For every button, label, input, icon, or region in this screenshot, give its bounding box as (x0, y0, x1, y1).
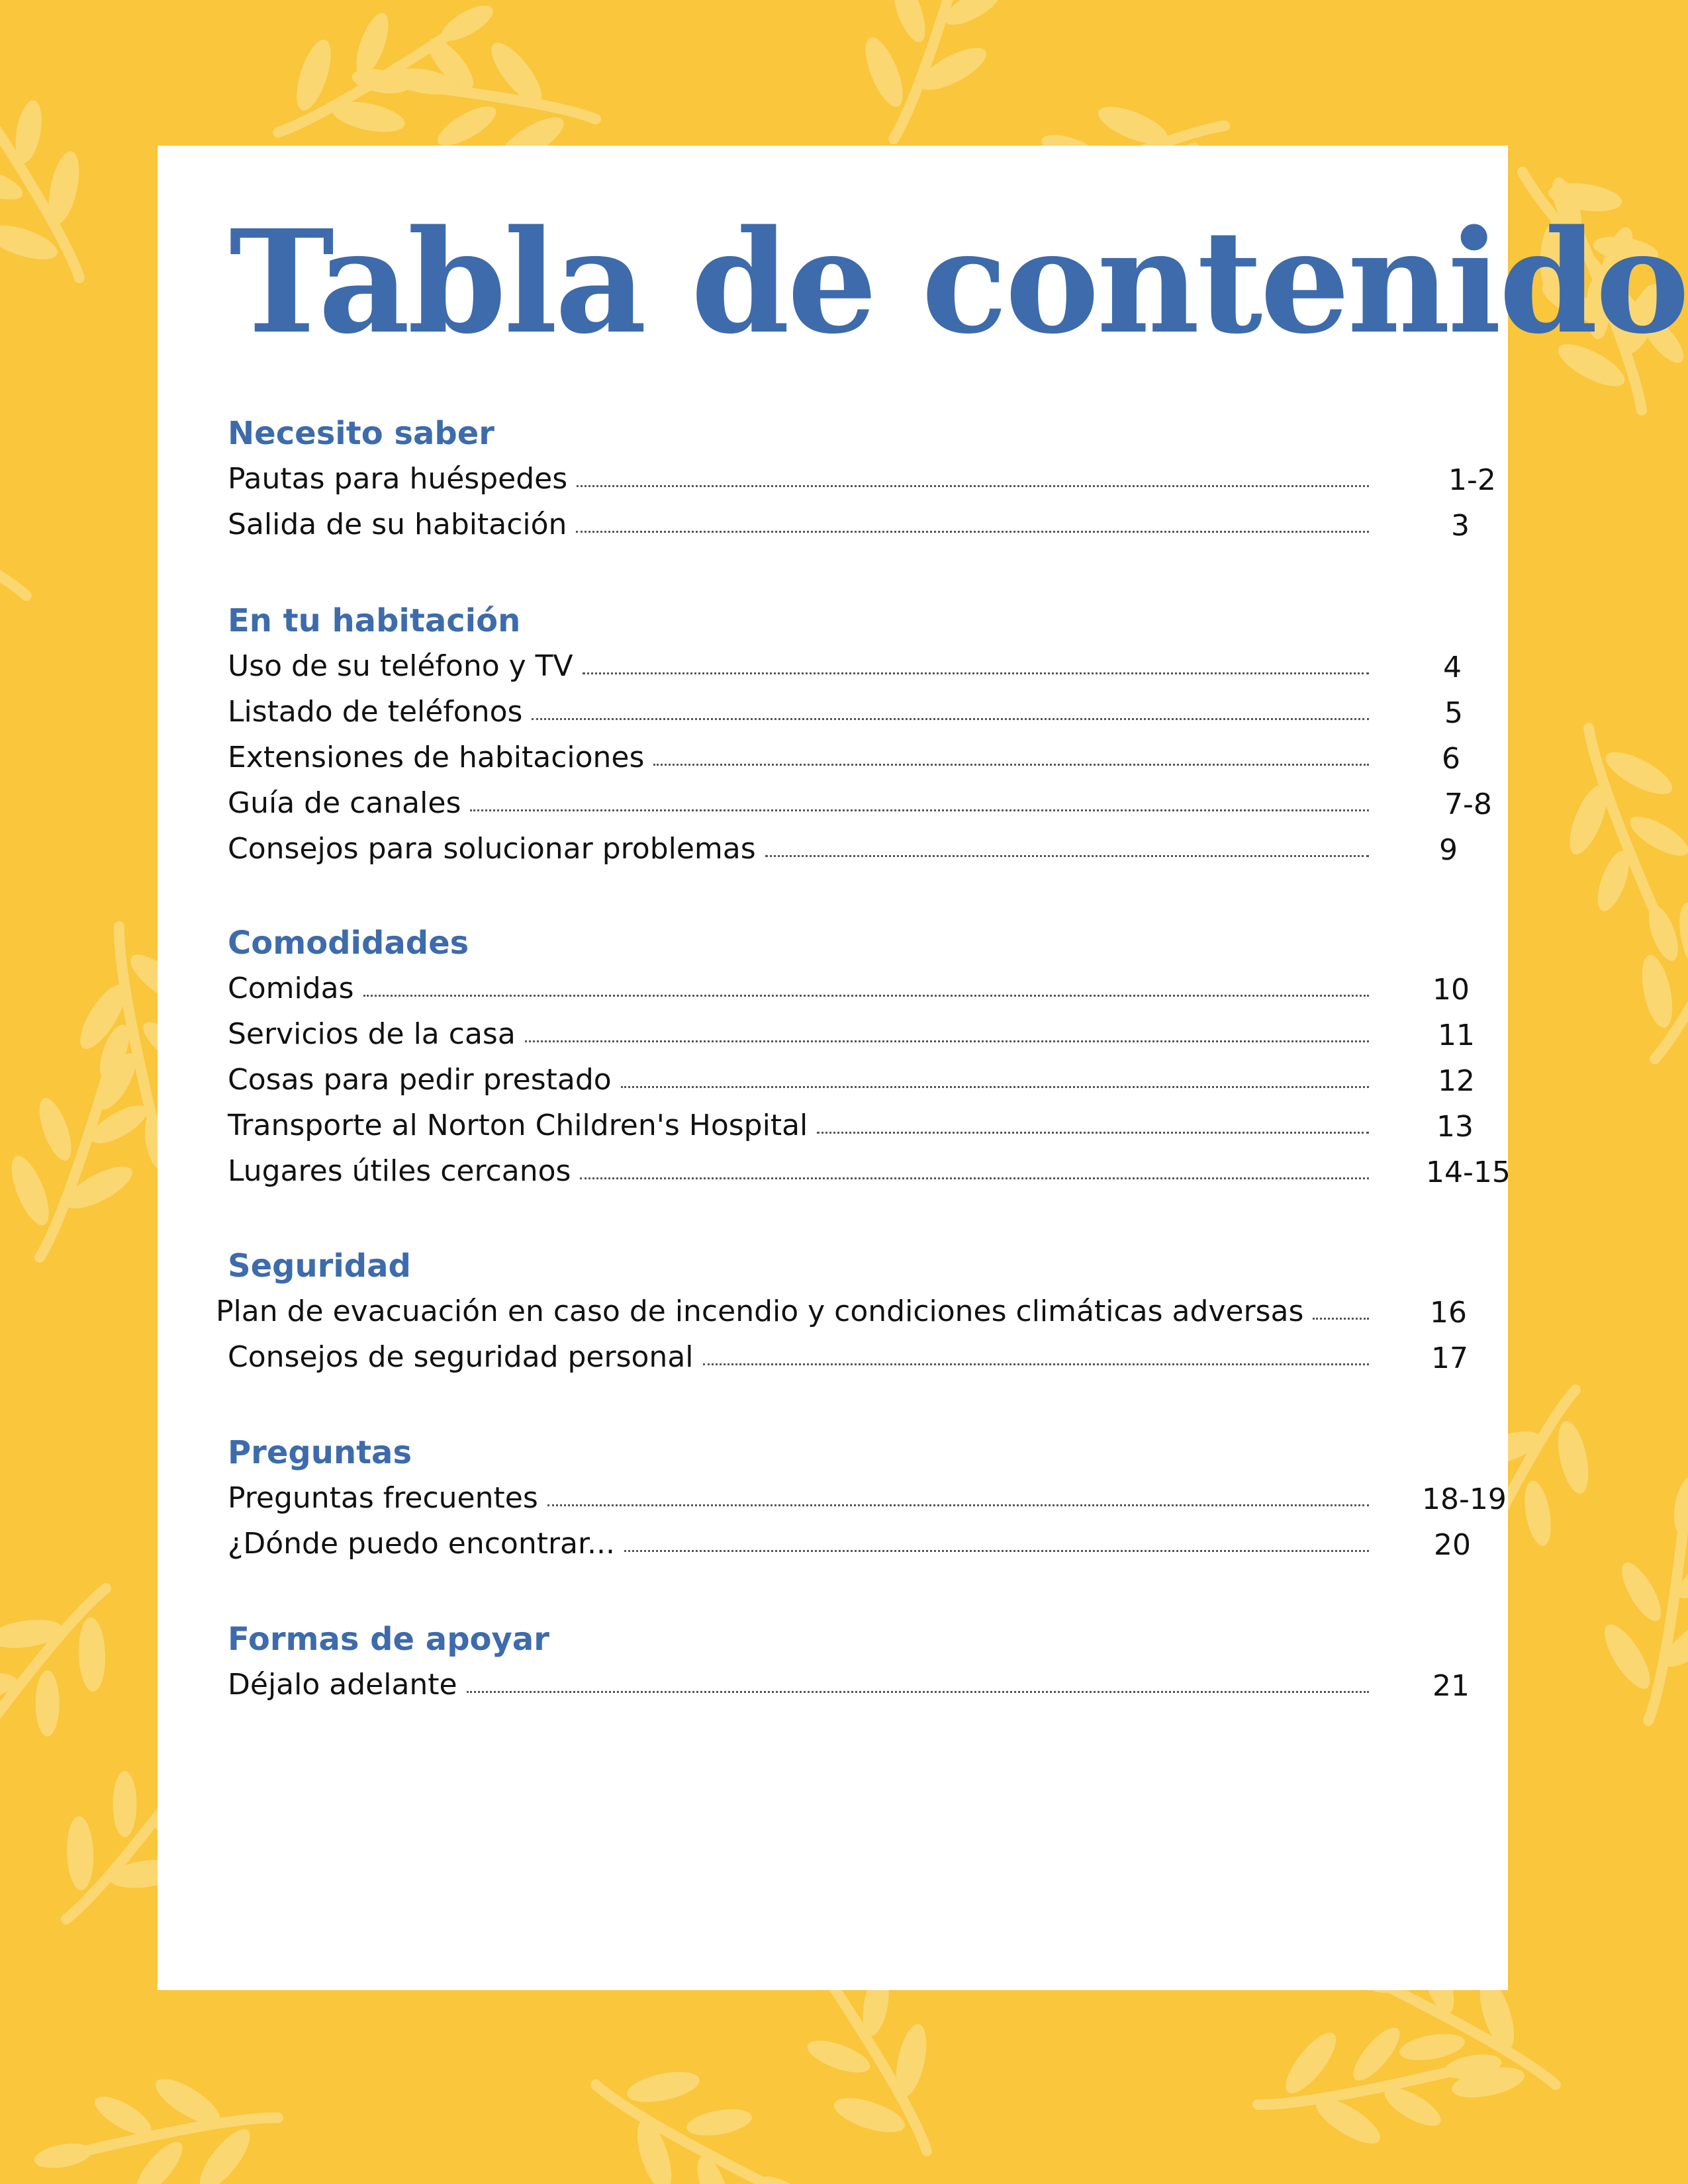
entry-page-number: 21 (1432, 1669, 1470, 1703)
toc-entry[interactable] (228, 781, 1492, 827)
entry-page-number: 17 (1431, 1342, 1468, 1375)
section-heading: Formas de apoyar (228, 1621, 549, 1658)
section-en-tu-habitacion (228, 598, 1492, 872)
section-heading: Seguridad (228, 1248, 411, 1285)
toc-entry[interactable] (216, 1289, 1485, 1335)
entry-label: Uso de su teléfono y TV (228, 649, 573, 683)
entry-label: Consejos para solucionar problemas (228, 832, 756, 866)
dot-leader (525, 1040, 1369, 1042)
entry-page-number: 6 (1442, 742, 1460, 776)
dot-leader (580, 1177, 1369, 1179)
entry-label: Extensiones de habitaciones (228, 741, 645, 774)
toc-entry[interactable] (228, 1103, 1485, 1149)
toc-entry[interactable] (228, 827, 1485, 872)
toc-entry[interactable] (228, 1476, 1507, 1522)
entry-page-number: 9 (1439, 833, 1458, 867)
entry-label: Transporte al Norton Children's Hospital (228, 1109, 808, 1142)
section-heading: Preguntas (228, 1434, 412, 1471)
dot-leader (1313, 1318, 1369, 1320)
entry-page-number: 3 (1451, 509, 1470, 543)
entry-label: Salida de su habitación (228, 508, 567, 541)
dot-leader (363, 995, 1369, 997)
page-title: Tabla de contenido (229, 199, 1687, 365)
content-card (158, 146, 1687, 1990)
toc-entry[interactable] (228, 1058, 1485, 1103)
toc-entry[interactable] (228, 1149, 1511, 1195)
entry-page-number: 11 (1438, 1019, 1475, 1052)
entry-label: Plan de evacuación en caso de incendio y condiciones climáticas adversas (216, 1295, 1304, 1328)
dot-leader (577, 485, 1369, 487)
section-heading: Necesito saber (228, 415, 494, 452)
toc-entry[interactable] (228, 457, 1496, 502)
dot-leader (532, 718, 1369, 720)
entry-label: Servicios de la casa (228, 1017, 516, 1051)
entry-label: Pautas para huéspedes (228, 462, 568, 496)
entry-page-number: 4 (1443, 651, 1462, 684)
entry-page-number: 20 (1434, 1528, 1471, 1562)
toc-entry[interactable] (228, 1012, 1485, 1058)
entry-page-number: 14-15 (1426, 1156, 1511, 1189)
dot-leader (621, 1086, 1369, 1088)
section-preguntas (228, 1430, 1507, 1567)
section-seguridad (216, 1243, 1485, 1381)
section-formas-de-apoyar (228, 1616, 1485, 1708)
entry-label: Guía de canales (228, 786, 461, 820)
entry-label: Comidas (228, 972, 354, 1005)
entry-page-number: 12 (1438, 1064, 1475, 1098)
dot-leader (653, 764, 1369, 766)
dot-leader (624, 1550, 1369, 1552)
entry-page-number: 13 (1436, 1110, 1474, 1144)
entry-page-number: 1-2 (1448, 463, 1496, 497)
dot-leader (703, 1363, 1369, 1365)
entry-page-number: 5 (1444, 696, 1463, 730)
entry-label: Lugares útiles cercanos (228, 1154, 571, 1188)
entry-page-number: 7-8 (1444, 788, 1492, 821)
dot-leader (470, 809, 1369, 811)
toc-entry[interactable] (228, 1335, 1485, 1381)
section-necesito-saber (228, 410, 1496, 548)
dot-leader (576, 531, 1369, 533)
dot-leader (817, 1132, 1369, 1134)
dot-leader (547, 1504, 1369, 1506)
dot-leader (467, 1691, 1369, 1693)
dot-leader (765, 855, 1369, 857)
entry-page-number: 16 (1430, 1296, 1467, 1330)
section-heading: Comodidades (228, 925, 469, 962)
toc-entry[interactable] (228, 690, 1485, 735)
entry-label: Consejos de seguridad personal (228, 1340, 694, 1374)
section-heading: En tu habitación (228, 602, 521, 639)
toc-entry[interactable] (228, 735, 1485, 781)
entry-label: Listado de teléfonos (228, 695, 523, 729)
entry-label: Déjalo adelante (228, 1668, 457, 1702)
toc-entry[interactable] (228, 1662, 1485, 1708)
entry-label: ¿Dónde puedo encontrar... (228, 1527, 616, 1561)
dot-leader (583, 672, 1369, 674)
entry-page-number: 10 (1432, 973, 1470, 1007)
entry-label: Cosas para pedir prestado (228, 1063, 612, 1097)
toc-entry[interactable] (228, 502, 1485, 548)
entry-page-number: 18-19 (1422, 1482, 1507, 1516)
toc-entry[interactable] (228, 644, 1485, 690)
section-comodidades (228, 920, 1511, 1195)
entry-label: Preguntas frecuentes (228, 1481, 538, 1515)
toc-entry[interactable] (228, 966, 1485, 1012)
toc-entry[interactable] (228, 1522, 1485, 1567)
